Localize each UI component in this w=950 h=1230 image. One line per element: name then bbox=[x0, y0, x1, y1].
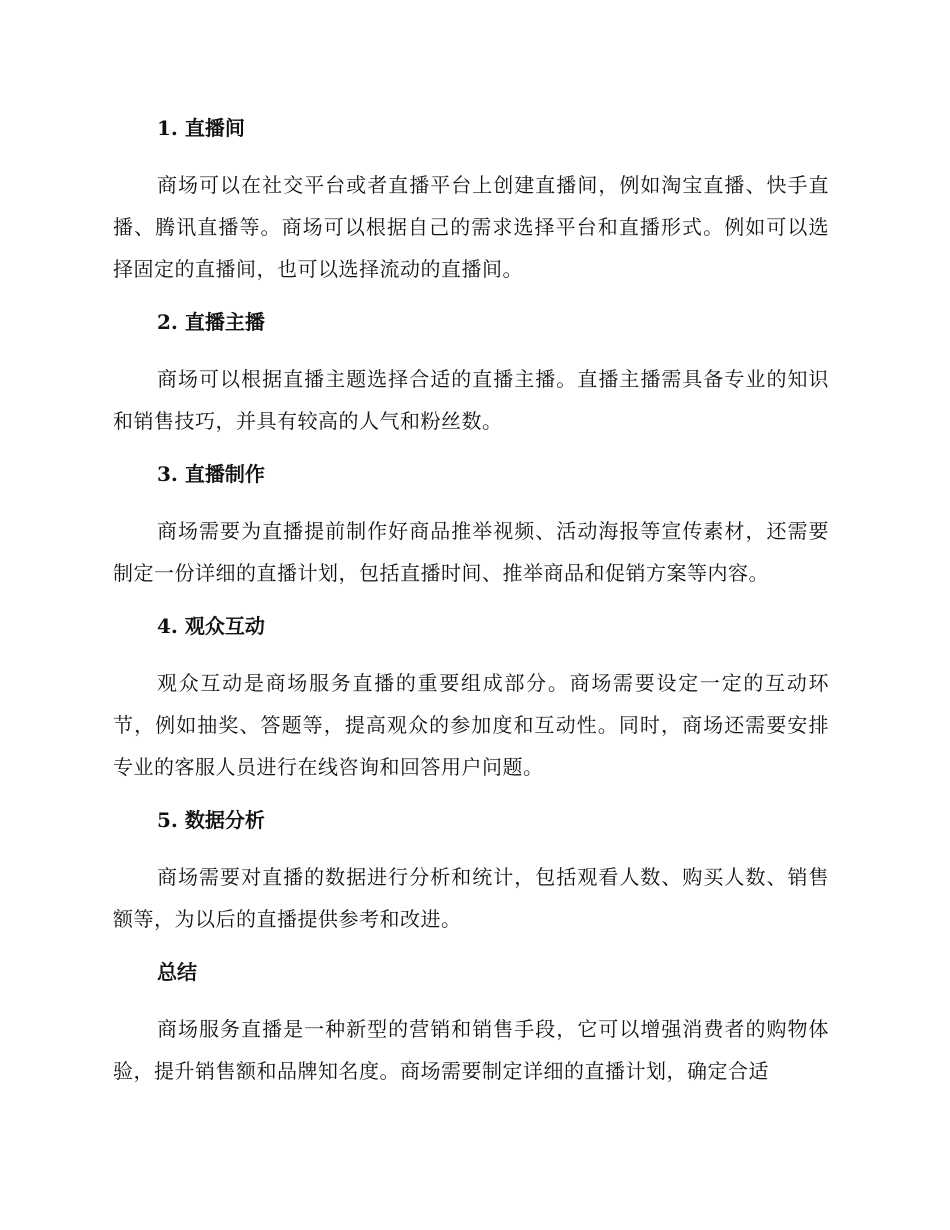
section-body-summary: 商场服务直播是一种新型的营销和销售手段，它可以增强消费者的购物体验，提升销售额和品牌知名度。商场需要制定详细的直播计划，确定合适 bbox=[113, 1017, 829, 1083]
section-body-live-host: 商场可以根据直播主题选择合适的直播主播。直播主播需具备专业的知识和销售技巧，并具有较高的人气和粉丝数。 bbox=[113, 367, 829, 433]
section-body-live-production: 商场需要为直播提前制作好商品推举视频、活动海报等宣传素材，还需要制定一份详细的直播计划，包括直播时间、推举商品和促销方案等内容。 bbox=[113, 519, 829, 585]
section-body-data-analysis: 商场需要对直播的数据进行分析和统计，包括观看人数、购买人数、销售额等，为以后的直播提供参考和改进。 bbox=[113, 865, 829, 931]
section-heading-data-analysis: 5. 数据分析 bbox=[157, 808, 265, 832]
document-content bbox=[113, 110, 829, 1092]
section-heading-live-host: 2. 直播主播 bbox=[157, 310, 265, 334]
section-heading-summary: 总结 bbox=[157, 960, 197, 984]
section-heading-live-production: 3. 直播制作 bbox=[157, 462, 265, 486]
section-body-audience-interaction: 观众互动是商场服务直播的重要组成部分。商场需要设定一定的互动环节，例如抽奖、答题等，提高观众的参加度和互动性。同时，商场还需要安排专业的客服人员进行在线咨询和回答用户问题。 bbox=[113, 671, 829, 779]
section-heading-live-room: 1. 直播间 bbox=[157, 116, 245, 140]
section-body-live-room: 商场可以在社交平台或者直播平台上创建直播间，例如淘宝直播、快手直播、腾讯直播等。商场可以根据自己的需求选择平台和直播形式。例如可以选择固定的直播间，也可以选择流动的直播间。 bbox=[113, 173, 829, 281]
section-heading-audience-interaction: 4. 观众互动 bbox=[157, 614, 265, 638]
